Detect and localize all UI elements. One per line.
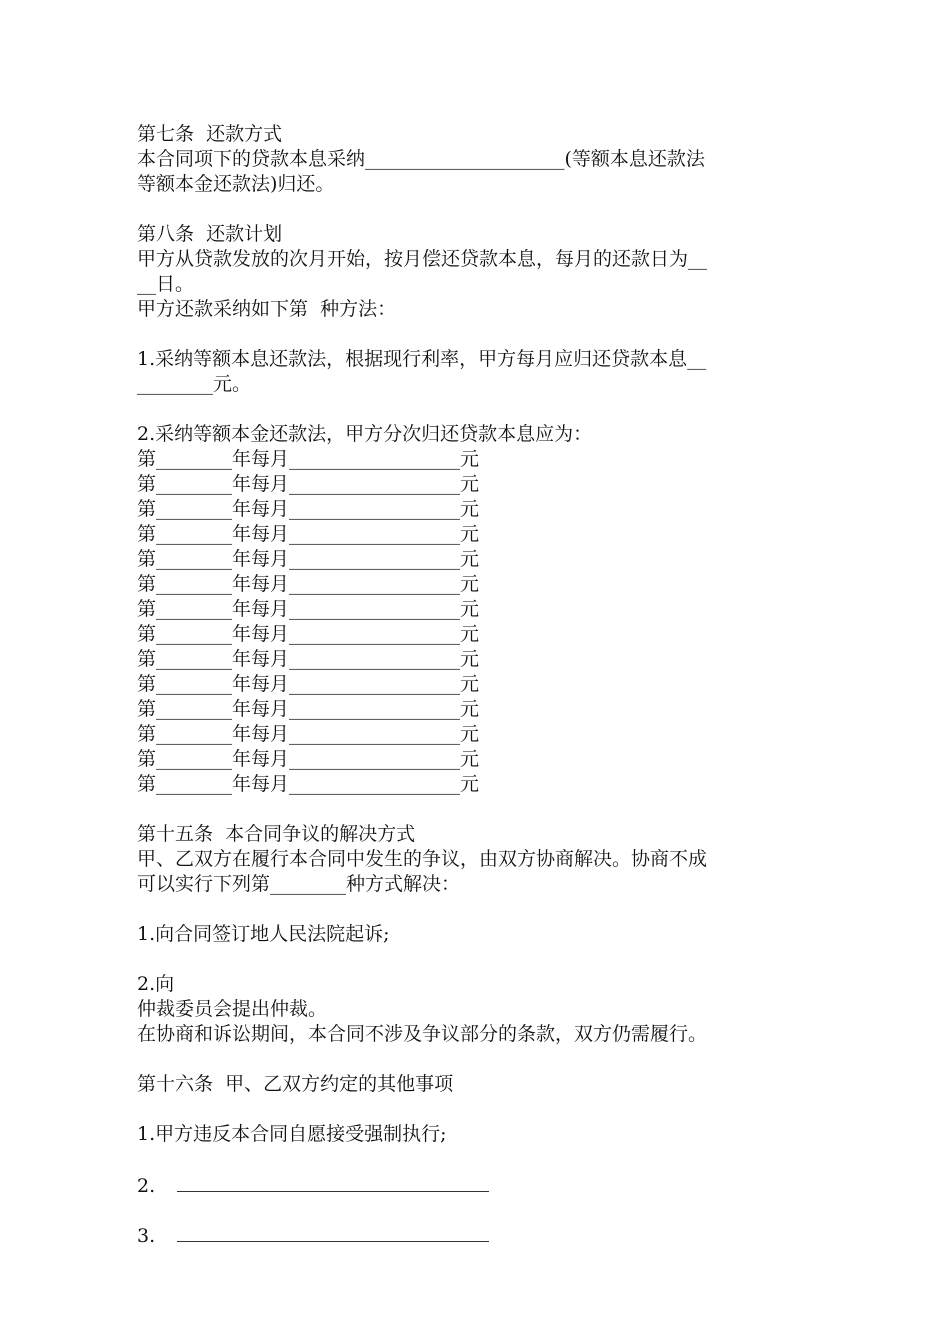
schedule-row: 第________年每月__________________元 — [137, 473, 480, 495]
schedule-row: 第________年每月__________________元 — [137, 623, 480, 645]
schedule-row: 第________年每月__________________元 — [137, 748, 480, 770]
article-8-line-3: 甲方还款采纳如下第 种方法： — [137, 298, 397, 320]
schedule-row: 第________年每月__________________元 — [137, 773, 480, 795]
article-7-title: 第七条 还款方式 — [137, 123, 283, 145]
article-8-title: 第八条 还款计划 — [137, 223, 283, 245]
article-15-line-3: 在协商和诉讼期间，本合同不涉及争议部分的条款，双方仍需履行。 — [137, 1023, 708, 1045]
article-7-line-2: 等额本金还款法)归还。 — [137, 173, 335, 195]
schedule-row: 第________年每月__________________元 — [137, 673, 480, 695]
schedule-row: 第________年每月__________________元 — [137, 598, 480, 620]
item-2-blank — [177, 1172, 489, 1192]
article-15-title: 第十五条 本合同争议的解决方式 — [137, 823, 416, 845]
schedule-row: 第________年每月__________________元 — [137, 648, 480, 670]
schedule-row: 第________年每月__________________元 — [137, 573, 480, 595]
article-7-line-1: 本合同项下的贷款本息采纳_____________________(等额本息还款法 — [137, 148, 705, 170]
document-page — [137, 122, 827, 1247]
item-2 — [137, 1172, 827, 1197]
method-1-line-1: 1.采纳等额本息还款法，根据现行利率，甲方每月应归还贷款本息__ — [137, 348, 707, 370]
article-16-title: 第十六条 甲、乙双方约定的其他事项 — [137, 1073, 454, 1095]
schedule-row: 第________年每月__________________元 — [137, 723, 480, 745]
schedule-row: 第________年每月__________________元 — [137, 523, 480, 545]
item-3-blank — [177, 1222, 489, 1242]
article-8-line-2: __日。 — [137, 273, 195, 295]
article-15-line-1: 甲、乙双方在履行本合同中发生的争议，由双方协商解决。协商不成 — [137, 848, 708, 870]
item-2-number: 2. — [137, 1175, 156, 1197]
schedule-row: 第________年每月__________________元 — [137, 548, 480, 570]
method-2-line: 2.采纳等额本金还款法，甲方分次归还贷款本息应为： — [137, 423, 593, 445]
article-8-line-1: 甲方从贷款发放的次月开始，按月偿还贷款本息，每月的还款日为__ — [137, 248, 708, 270]
option-2-line-1: 2.向 — [137, 973, 175, 995]
method-1-line-2: ________元。 — [137, 373, 252, 395]
option-2-line-2: 仲裁委员会提出仲裁。 — [137, 998, 328, 1020]
article-15-line-2: 可以实行下列第________种方式解决： — [137, 873, 461, 895]
schedule-row: 第________年每月__________________元 — [137, 498, 480, 520]
item-3-number: 3. — [137, 1225, 156, 1247]
schedule-row: 第________年每月__________________元 — [137, 448, 480, 470]
item-1: 1.甲方违反本合同自愿接受强制执行; — [137, 1123, 447, 1145]
option-1: 1.向合同签订地人民法院起诉; — [137, 923, 390, 945]
schedule-row: 第________年每月__________________元 — [137, 698, 480, 720]
item-3 — [137, 1222, 827, 1247]
